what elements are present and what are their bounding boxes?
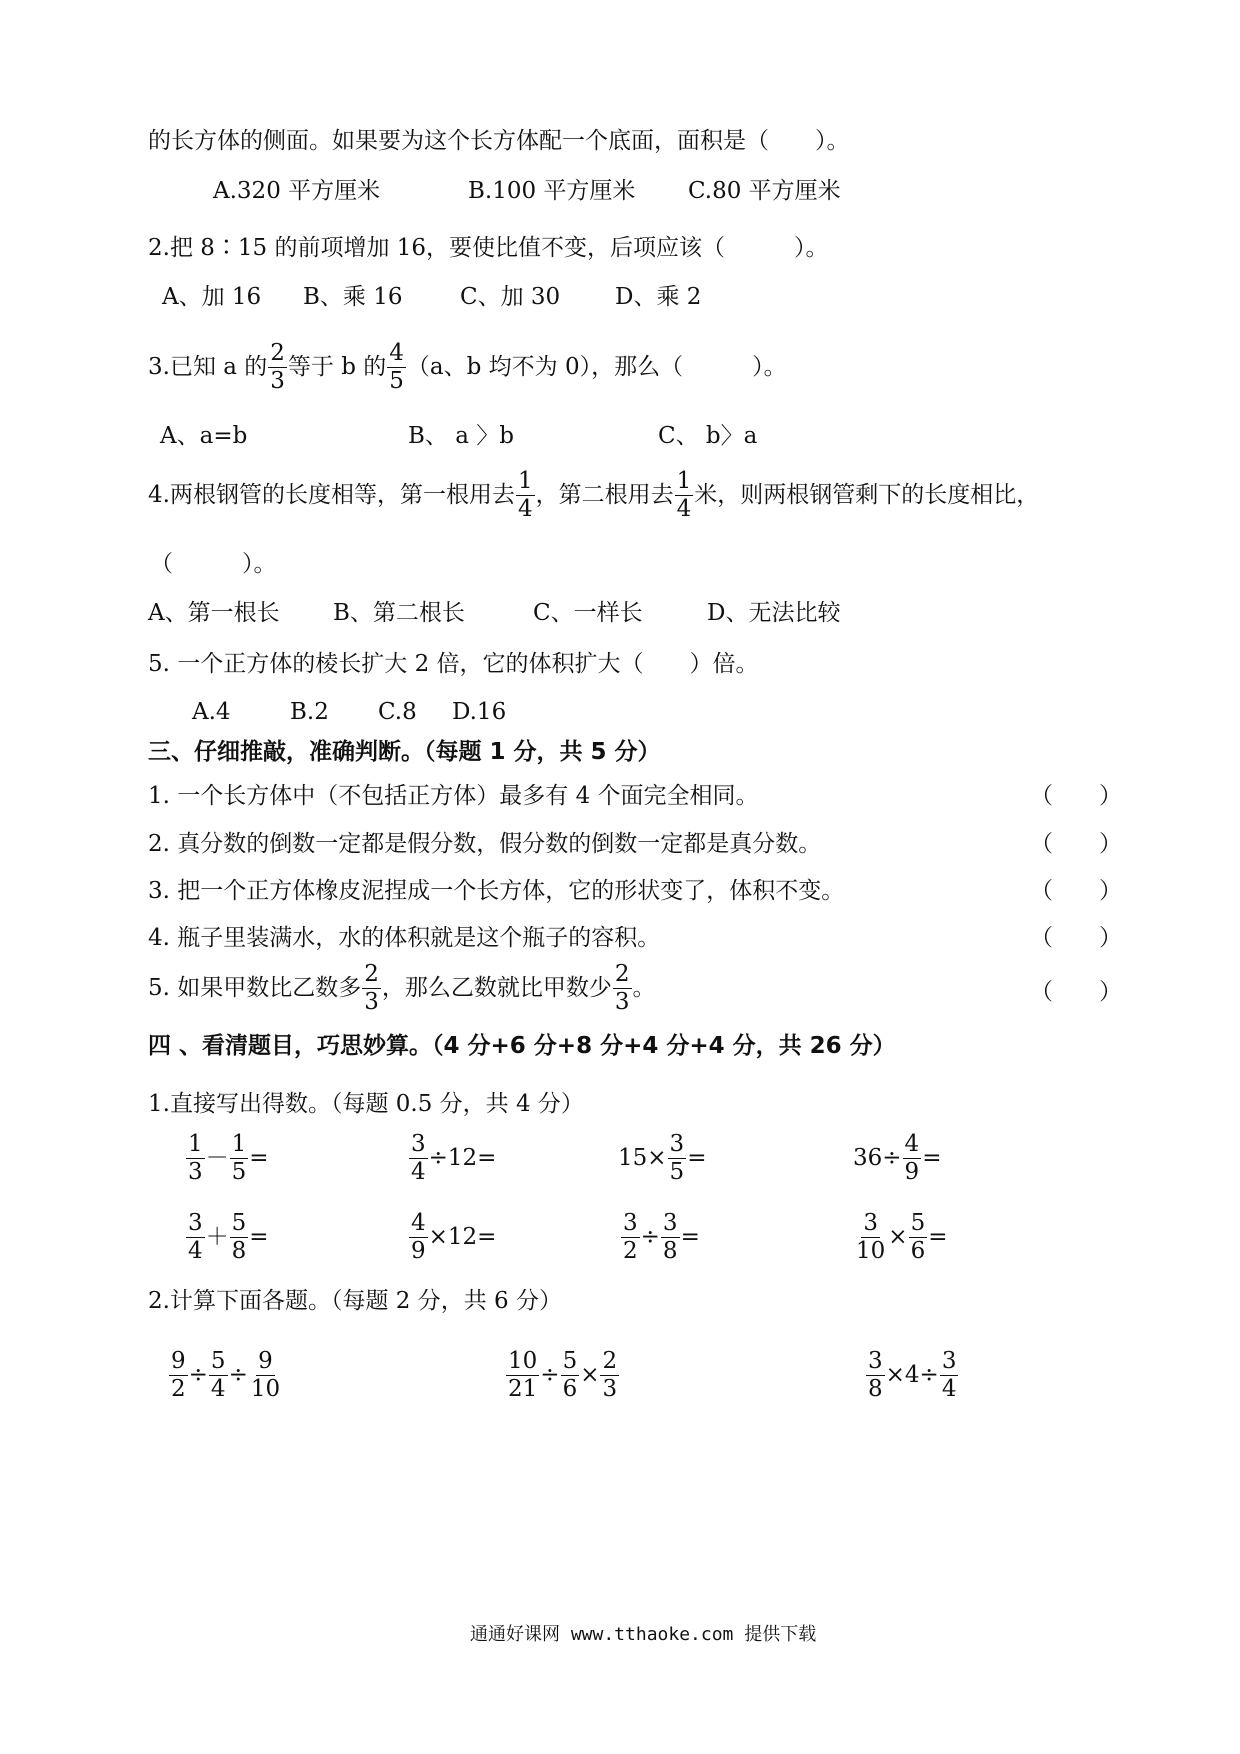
calc-6-a-den: 9: [411, 1238, 426, 1264]
q3-fraction-2-den: 5: [389, 368, 404, 394]
q2-option-a: A、加 16: [162, 284, 262, 310]
calc2-2-a-den: 21: [508, 1376, 538, 1402]
calc2-3-op1: ×4÷: [885, 1362, 939, 1388]
q5-option-b: B.2: [290, 699, 329, 725]
calc2-3-a-den: 8: [868, 1376, 883, 1402]
q3-option-c: C、 b〉a: [658, 423, 758, 449]
judge-item-5-part3: 。: [632, 975, 656, 1001]
calc-5-b-den: 8: [231, 1238, 247, 1264]
calc2-2-op2: ×: [580, 1362, 600, 1388]
q2-option-b: B、乘 16: [303, 284, 403, 310]
section4-sub2: 2.计算下面各题。（每题 2 分，共 6 分）: [148, 1288, 562, 1314]
judge-item-4: 4. 瓶子里装满水，水的体积就是这个瓶子的容积。: [148, 925, 661, 951]
q4-option-a: A、第一根长: [148, 600, 280, 626]
calc-4: [853, 1133, 941, 1184]
judge-answer-3: （ ）: [1030, 878, 1122, 904]
calc2-1-b-den: 4: [210, 1376, 226, 1402]
calc2-1-c-num: 9: [258, 1348, 273, 1374]
calc-7-fraction-a: [621, 1212, 640, 1263]
calc-1-b-num: 1: [231, 1131, 247, 1157]
q4-text: [148, 470, 1039, 521]
calc-6-fraction-a: [409, 1212, 428, 1263]
q4-part2: ，第二根用去: [535, 482, 674, 508]
q1-text: 的长方体的侧面。如果要为这个长方体配一个底面，面积是（ ）。: [148, 128, 850, 154]
calc-4-a-num: 4: [904, 1131, 920, 1157]
calc2-2-a-num: 10: [508, 1348, 538, 1374]
calc-8-b-den: 6: [910, 1238, 926, 1264]
calc-1-fraction-b: [230, 1133, 249, 1184]
q4-fraction-2-den: 4: [676, 496, 692, 522]
q4-fraction-1: [516, 470, 535, 521]
q4-fraction-1-den: 4: [517, 496, 533, 522]
calc-5-a-num: 3: [188, 1210, 203, 1236]
calc-6-a-num: 4: [411, 1210, 426, 1236]
calc-8-b-num: 5: [910, 1210, 926, 1236]
judge-item-5-fraction-2-num: 2: [614, 961, 630, 987]
calc-7-b-num: 3: [662, 1210, 678, 1236]
calc-3-a-den: 5: [669, 1159, 685, 1185]
judge-item-1: 1. 一个长方体中（不包括正方体）最多有 4 个面完全相同。: [148, 783, 759, 809]
q5-option-a: A.4: [192, 699, 231, 725]
calc-3-fraction-a: [668, 1133, 687, 1184]
calc-3-pre: 15×: [618, 1145, 667, 1171]
calc-1: [185, 1133, 269, 1184]
calc-1-op: －: [205, 1145, 229, 1171]
calc-8-op: ×: [888, 1224, 908, 1250]
q4-option-d: D、无法比较: [707, 600, 841, 626]
section3-heading: 三、仔细推敲，准确判断。（每题 1 分，共 5 分）: [148, 739, 661, 765]
q5-option-c: C.8: [378, 699, 417, 725]
calc2-1-c-den: 10: [250, 1376, 281, 1402]
judge-item-5-fraction-1-num: 2: [364, 961, 379, 987]
calc-5-op: ＋: [205, 1224, 229, 1250]
calc-4-a-den: 9: [904, 1159, 920, 1185]
calc-5-fraction-a: [186, 1212, 205, 1263]
calc2-2-fraction-a: [506, 1350, 539, 1401]
calc-8-a-num: 3: [863, 1210, 878, 1236]
q3-option-a: A、a=b: [160, 423, 248, 449]
q3-option-b: B、 a 〉b: [408, 423, 514, 449]
q1-option-a: A.320 平方厘米: [213, 178, 381, 204]
calc-1-a-den: 3: [188, 1159, 203, 1185]
calc-2-a-den: 4: [411, 1159, 426, 1185]
calc-1-a-num: 1: [188, 1131, 203, 1157]
calc2-3-a-num: 3: [868, 1348, 883, 1374]
calc-4-eq: =: [922, 1145, 942, 1171]
q2-option-d: D、乘 2: [615, 284, 702, 310]
judge-item-5-fraction-2-den: 3: [614, 989, 630, 1015]
q2-text: 2.把 8∶15 的前项增加 16，要使比值不变，后项应该（ ）。: [148, 235, 829, 261]
calc2-2-fraction-b: [561, 1350, 580, 1401]
q4-fraction-2-num: 1: [676, 468, 692, 494]
judge-item-5-part1: 5. 如果甲数比乙数多: [148, 975, 362, 1001]
q5-option-d: D.16: [452, 699, 507, 725]
q3-fraction-1-num: 2: [270, 340, 285, 366]
calc-7-eq: =: [680, 1224, 700, 1250]
calc2-1-a-den: 2: [171, 1376, 186, 1402]
calc2-1-fraction-b: [209, 1350, 228, 1401]
calc-8-fraction-a: [854, 1212, 887, 1263]
q3-fraction-2: [387, 342, 406, 393]
calc-2-op: ÷12=: [428, 1145, 497, 1171]
calc-3-eq: =: [687, 1145, 707, 1171]
calc2-1: [168, 1350, 283, 1401]
calc-8-a-den: 10: [856, 1238, 886, 1264]
calc2-2-c-den: 3: [602, 1376, 618, 1402]
calc-7-op: ÷: [640, 1224, 660, 1250]
judge-item-5-part2: ，那么乙数就比甲数少: [381, 975, 612, 1001]
calc-4-fraction-a: [903, 1133, 922, 1184]
calc2-3-c-den: 4: [941, 1376, 957, 1402]
judge-item-5: [148, 963, 656, 1014]
q4-part1: 4.两根钢管的长度相等，第一根用去: [148, 482, 515, 508]
calc2-3-c-num: 3: [941, 1348, 957, 1374]
q3-fraction-1: [268, 342, 287, 393]
calc2-1-a-num: 9: [171, 1348, 186, 1374]
q3-part3: （a、b 均不为 0），那么（ ）。: [406, 354, 787, 380]
calc-5-b-num: 5: [231, 1210, 247, 1236]
footer-text: 通通好课网 www.tthaoke.com 提供下载: [470, 1624, 817, 1645]
calc-5-fraction-b: [230, 1212, 249, 1263]
q2-option-c: C、加 30: [460, 284, 561, 310]
judge-item-2: 2. 真分数的倒数一定都是假分数，假分数的倒数一定都是真分数。: [148, 831, 822, 857]
judge-answer-2: （ ）: [1030, 831, 1122, 857]
q4-option-b: B、第二根长: [333, 600, 465, 626]
section4-heading: 四 、看清题目，巧思妙算。（4 分+6 分+8 分+4 分+4 分，共 26 分）: [148, 1033, 896, 1059]
q4-option-c: C、一样长: [533, 600, 643, 626]
q4-answer-line: （ ）。: [150, 551, 277, 577]
calc2-3: [865, 1350, 959, 1401]
calc2-1-fraction-a: [169, 1350, 188, 1401]
q4-fraction-2: [675, 470, 694, 521]
calc-6: [408, 1212, 496, 1263]
calc2-1-b-num: 5: [210, 1348, 226, 1374]
calc-2: [408, 1133, 496, 1184]
calc-8: [853, 1212, 947, 1263]
q5-text: 5. 一个正方体的棱长扩大 2 倍，它的体积扩大（ ）倍。: [148, 651, 759, 677]
calc2-3-fraction-a: [866, 1350, 885, 1401]
section4-sub1: 1.直接写出得数。（每题 0.5 分，共 4 分）: [148, 1091, 584, 1117]
calc-5: [185, 1212, 269, 1263]
calc-7-a-den: 2: [623, 1238, 638, 1264]
calc2-2-b-den: 6: [562, 1376, 578, 1402]
calc-1-b-den: 5: [231, 1159, 247, 1185]
calc-7-b-den: 8: [662, 1238, 678, 1264]
calc-8-eq: =: [928, 1224, 948, 1250]
q3-text: [148, 342, 787, 393]
calc-2-fraction-a: [409, 1133, 428, 1184]
calc-8-fraction-b: [909, 1212, 928, 1263]
q4-fraction-1-num: 1: [517, 468, 533, 494]
judge-answer-1: （ ）: [1030, 783, 1122, 809]
calc2-2-op1: ÷: [540, 1362, 560, 1388]
calc-3-a-num: 3: [669, 1131, 685, 1157]
calc-2-a-num: 3: [411, 1131, 426, 1157]
calc2-2-b-num: 5: [562, 1348, 578, 1374]
judge-answer-5: （ ）: [1030, 979, 1122, 1005]
calc-6-op: ×12=: [428, 1224, 497, 1250]
calc2-2: [505, 1350, 620, 1401]
judge-item-5-fraction-2: [613, 963, 632, 1014]
calc-7-a-num: 3: [623, 1210, 638, 1236]
calc2-1-fraction-c: [249, 1350, 282, 1401]
calc2-2-c-num: 2: [602, 1348, 618, 1374]
calc2-1-op1: ÷: [188, 1362, 208, 1388]
calc-1-eq: =: [249, 1145, 269, 1171]
calc2-1-op2: ÷: [228, 1362, 248, 1388]
calc-7: [620, 1212, 700, 1263]
calc-1-fraction-a: [186, 1133, 205, 1184]
calc-4-pre: 36÷: [853, 1145, 902, 1171]
calc-3: [618, 1133, 706, 1184]
calc-7-fraction-b: [661, 1212, 680, 1263]
calc2-2-fraction-c: [600, 1350, 619, 1401]
judge-item-5-fraction-1: [362, 963, 381, 1014]
q3-fraction-2-num: 4: [389, 340, 404, 366]
calc2-3-fraction-c: [940, 1350, 959, 1401]
judge-item-5-fraction-1-den: 3: [364, 989, 379, 1015]
q4-part3: 米，则两根钢管剩下的长度相比，: [694, 482, 1040, 508]
q1-option-b: B.100 平方厘米: [468, 178, 636, 204]
q3-fraction-1-den: 3: [270, 368, 285, 394]
calc-5-a-den: 4: [188, 1238, 203, 1264]
calc-5-eq: =: [249, 1224, 269, 1250]
judge-item-3: 3. 把一个正方体橡皮泥捏成一个长方体，它的形状变了，体积不变。: [148, 878, 845, 904]
judge-answer-4: （ ）: [1030, 925, 1122, 951]
q3-part2: 等于 b 的: [287, 354, 387, 380]
q3-part1: 3.已知 a 的: [148, 354, 268, 380]
q1-option-c: C.80 平方厘米: [688, 178, 841, 204]
